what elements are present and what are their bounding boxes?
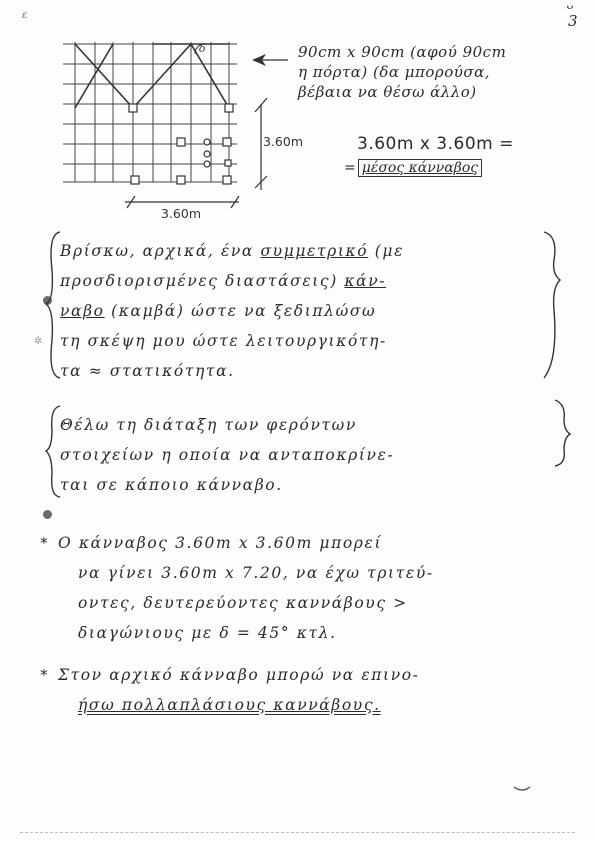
paragraph-line: προσδιορισμένες διαστάσεις) κάν-: [60, 272, 387, 290]
paragraph-line: τα ≈ στατικότητα.: [60, 362, 235, 380]
asterisk-icon: *: [40, 534, 50, 552]
scan-speck-icon: ✲: [34, 336, 43, 347]
note-line: 90cm x 90cm (αφού 90cm: [298, 43, 507, 61]
curve-mark-icon: [512, 784, 532, 794]
paragraph-line: ναβο (καμβά) ώστε να ξεδιπλώσω: [60, 302, 377, 320]
arrow-icon: [250, 52, 290, 68]
result-boxed: μέσος κάνναβος: [358, 159, 482, 177]
bullet-line: * Ο κάνναβος 3.60m x 3.60m μπορεί: [40, 528, 560, 558]
vertical-dimension-label: 3.60m: [263, 134, 304, 149]
underlined-word: συμμετρικό: [260, 242, 369, 260]
horizontal-dimension-label: 3.60m: [161, 206, 202, 221]
note-line: η πόρτα) (δα μπορούσα,: [298, 63, 491, 81]
note-line: βέβαια να θέσω άλλο): [298, 83, 477, 101]
angle-label: δ: [199, 42, 206, 55]
bullet-line: να γίνει 3.60m x 7.20, να έχω τριτεύ-: [78, 564, 434, 582]
bullet-multiple-grids: [40, 660, 560, 720]
paragraph-line: στοιχείων η οποία να ανταποκρίνε-: [60, 446, 395, 464]
bullet-line: διαγώνιους με δ = 45° κτλ.: [78, 624, 337, 642]
punch-hole-icon: [43, 510, 52, 519]
equals-sign: =: [344, 160, 356, 176]
grid-dimension-equation: 3.60m x 3.60m =: [357, 134, 514, 154]
paragraph-load-bearing: [60, 410, 560, 500]
asterisk-icon: *: [40, 666, 50, 684]
underlined-word: κάν-: [344, 272, 387, 290]
paragraph-line: ται σε κάποιο κάνναβο.: [60, 476, 283, 494]
bullet-line: οντες, δευτερεύοντες καννάβους >: [78, 594, 408, 612]
bullet-line: ήσω πολλαπλάσιους καννάβους.: [78, 696, 381, 714]
paragraph-line: Βρίσκω, αρχικά, ένα συμμετρικό (με: [60, 242, 404, 260]
grid-dimension-result: [344, 160, 482, 176]
note-top-right: [298, 42, 568, 102]
bullet-grid-variants: [40, 528, 560, 648]
scan-edge-divider: [20, 832, 575, 833]
corner-mark: ε: [22, 10, 28, 21]
paragraph-symmetric-grid: [60, 236, 560, 386]
paragraph-line: Θέλω τη διάταξη των φερόντων: [60, 416, 357, 434]
paragraph-line: τη σκέψη μου ώστε λειτουργικότη-: [60, 332, 387, 350]
underlined-word: ναβο: [60, 302, 105, 320]
bullet-line: * Στον αρχικό κάνναβο μπορώ να επινο-: [40, 660, 560, 690]
top-mark: ᴗ: [566, 0, 574, 12]
page-number: 3: [568, 12, 578, 30]
